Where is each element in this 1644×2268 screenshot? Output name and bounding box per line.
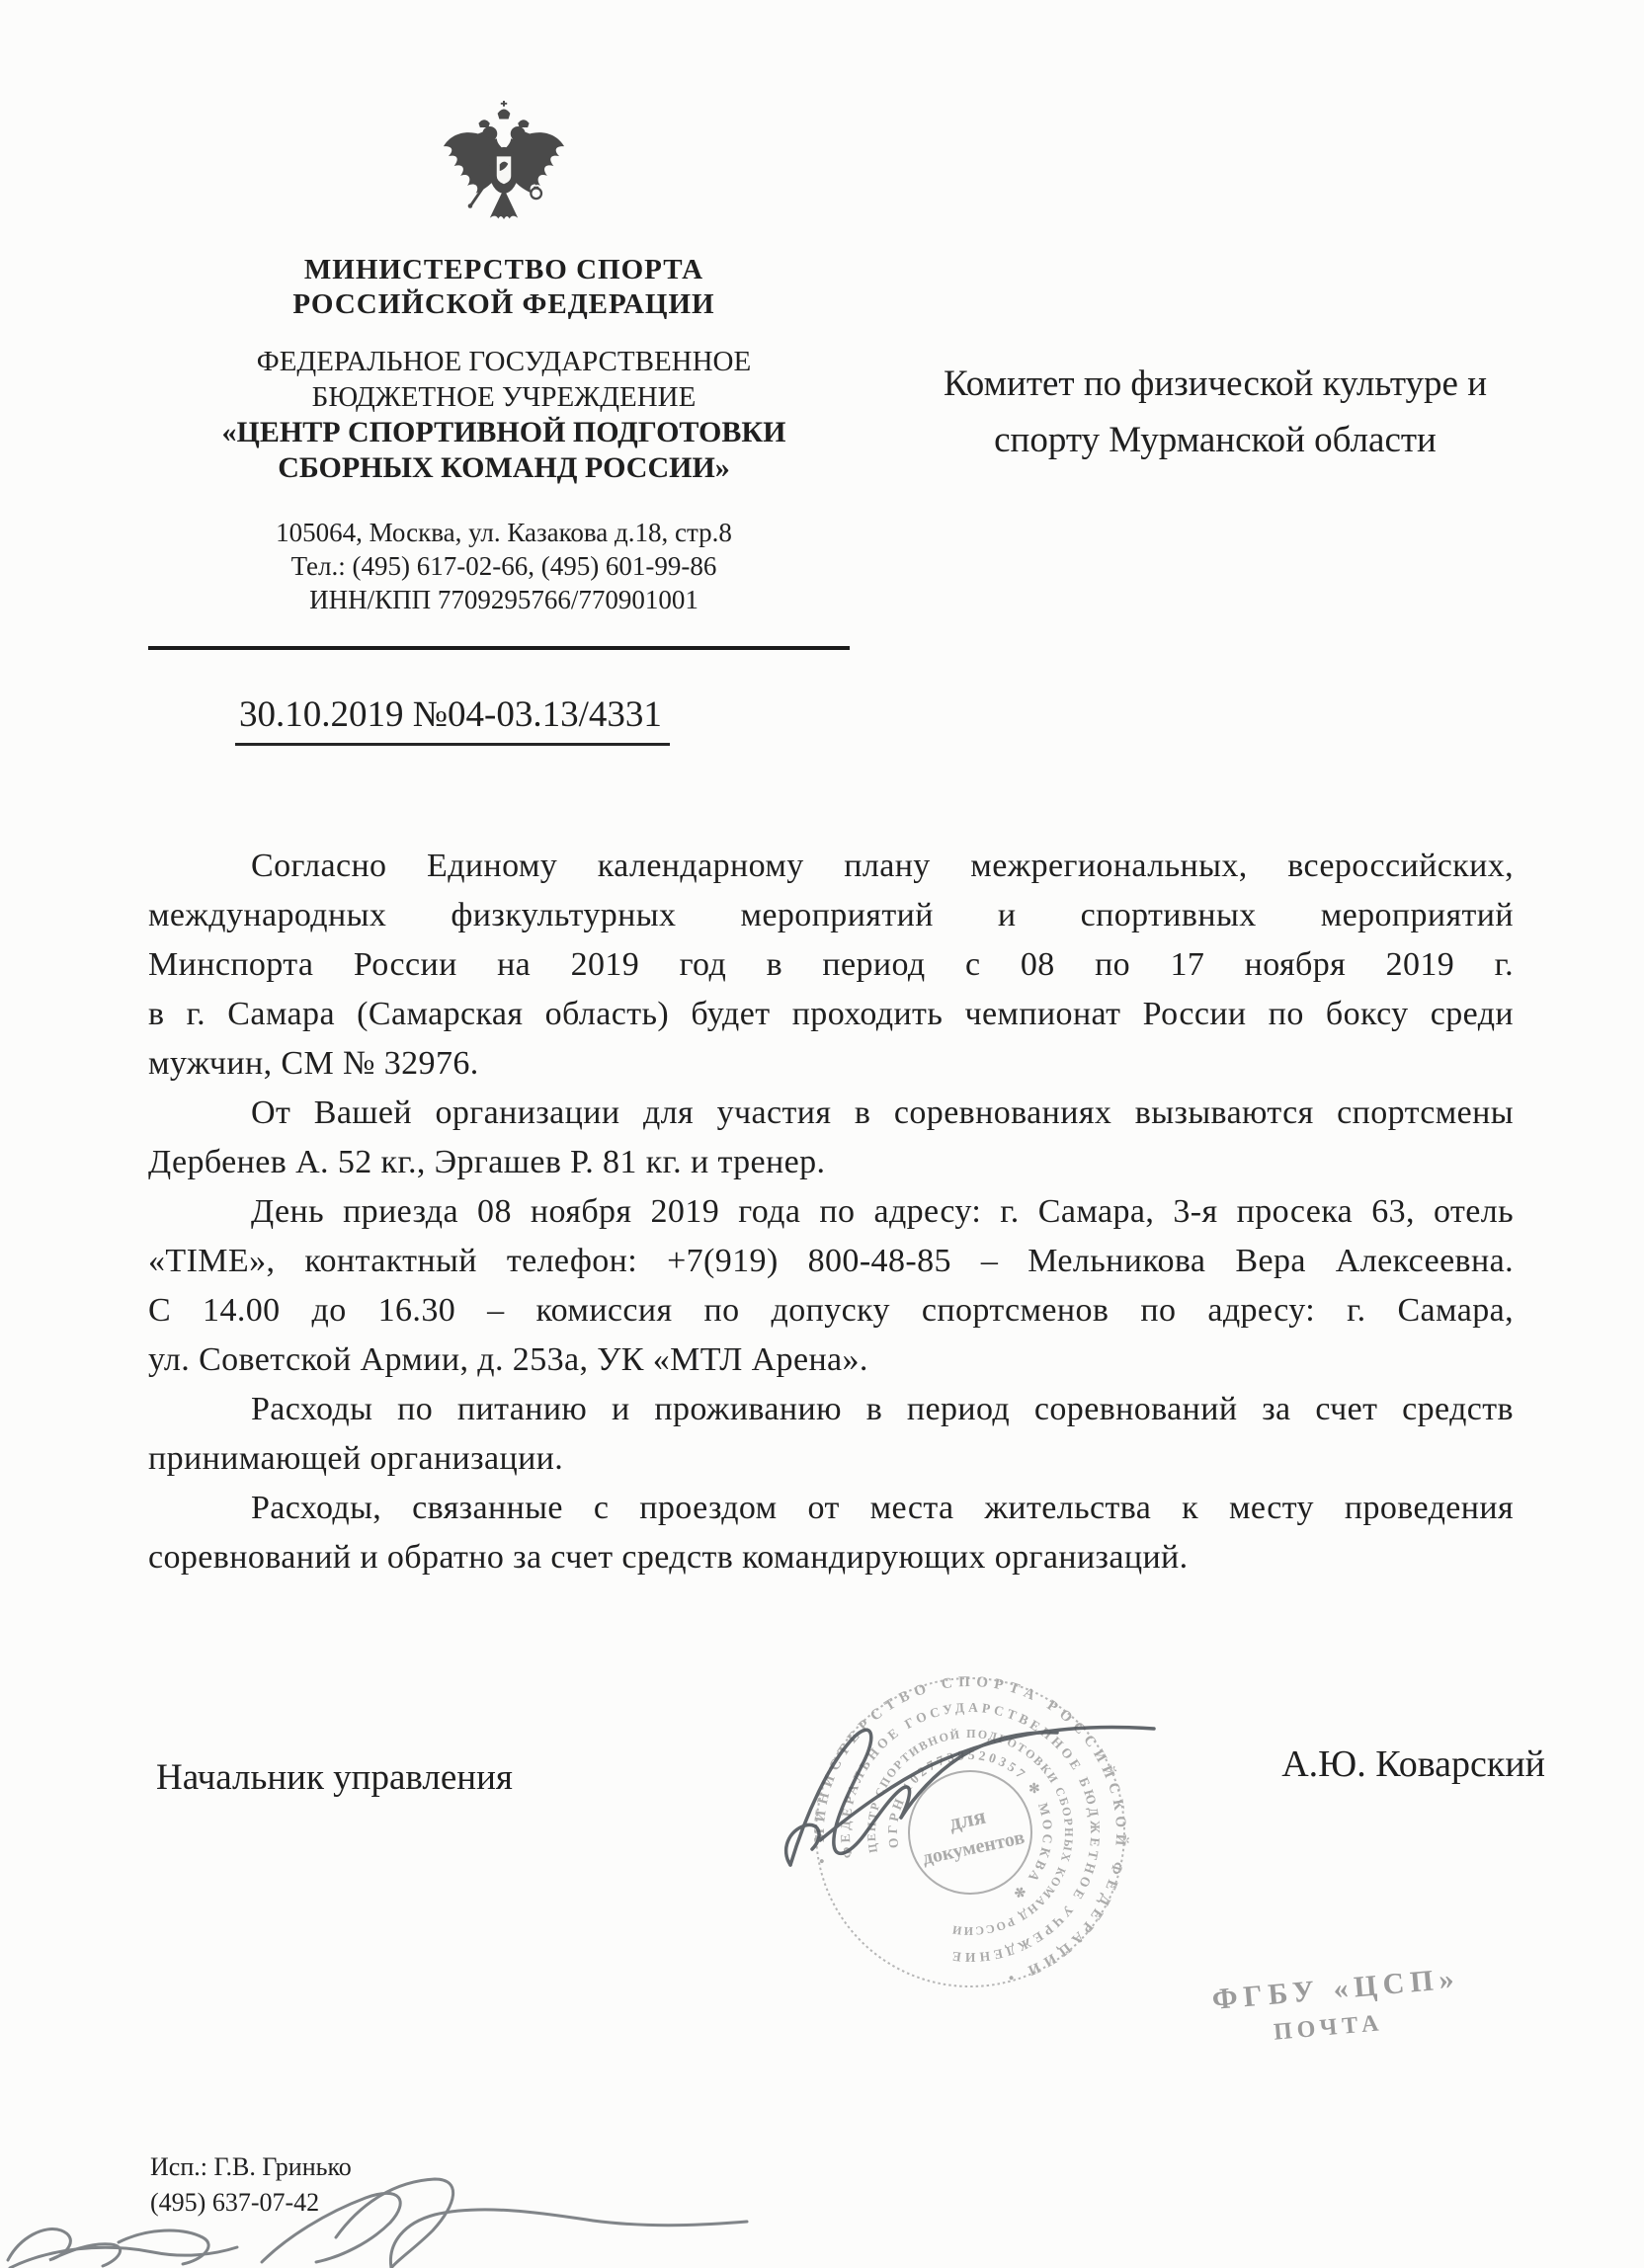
org-name-line3: «ЦЕНТР СПОРТИВНОЙ ПОДГОТОВКИ bbox=[221, 416, 786, 448]
org-name-line1: ФЕДЕРАЛЬНОЕ ГОСУДАРСТВЕННОЕ bbox=[256, 346, 752, 377]
stamp-ring-outer-text: • МИНИСТЕРСТВО СПОРТА РОССИЙСКОЙ ФЕДЕРАЦИИ • bbox=[811, 1673, 1129, 1987]
addressee-line1: Комитет по физической культуре и bbox=[943, 364, 1488, 404]
stamp-center-line1: для bbox=[946, 1803, 988, 1835]
body-line: соревнований и обратно за счет средств командирующих организаций. bbox=[148, 1539, 1189, 1576]
executor-name: Исп.: Г.В. Гринько bbox=[150, 2152, 352, 2181]
postal-stamp-line2: ПОЧТА bbox=[1273, 2010, 1385, 2046]
org-name-line4: СБОРНЫХ КОМАНД РОССИИ» bbox=[278, 451, 730, 484]
letterhead-phone: Тел.: (495) 617-02-66, (495) 601-99-86 bbox=[290, 551, 717, 581]
stamp-ring3-text: ЦЕНТР СПОРТИВНОЙ ПОДГОТОВКИ СБОРНЫХ КОМАНД РОССИИ bbox=[863, 1726, 1077, 1939]
body-line: День приезда 08 ноября 2019 года по адресу: г. Самара, 3-я просека 63, отель bbox=[251, 1193, 1514, 1230]
body-line: Расходы по питанию и проживанию в период соревнований за счет средств bbox=[251, 1391, 1514, 1427]
letterhead-divider bbox=[148, 646, 850, 650]
body-line: Минспорта России на 2019 год в период с 08 по 17 ноября 2019 г. bbox=[148, 946, 1514, 983]
addressee bbox=[889, 356, 1541, 468]
reference-date-number: 30.10.2019 №04-03.13/4331 bbox=[235, 693, 670, 746]
org-name-line2: БЮДЖЕТНОЕ УЧРЕЖДЕНИЕ bbox=[311, 381, 697, 413]
handwritten-signatures-bottom bbox=[0, 2144, 810, 2268]
body-line: С 14.00 до 16.30 – комиссия по допуску спортсменов по адресу: г. Самара, bbox=[148, 1292, 1514, 1329]
ministry-name-line2: РОССИЙСКОЙ ФЕДЕРАЦИИ bbox=[292, 288, 715, 320]
stamp-center-line2: документов bbox=[920, 1825, 1027, 1870]
letterhead bbox=[148, 87, 860, 616]
signer-position: Начальник управления bbox=[156, 1757, 513, 1798]
body-line: «TIME», контактный телефон: +7(919) 800-48-85 – Мельникова Вера Алексеевна. bbox=[148, 1243, 1514, 1279]
body-line: Согласно Единому календарному плану межрегиональных, всероссийских, bbox=[251, 848, 1514, 884]
body-line: мужчин, СМ № 32976. bbox=[148, 1045, 479, 1082]
letterhead-inn-kpp: ИНН/КПП 7709295766/770901001 bbox=[309, 585, 699, 614]
body-line: Дербенев А. 52 кг., Эргашев Р. 81 кг. и тренер. bbox=[148, 1144, 826, 1180]
signer-name: А.Ю. Коварский bbox=[1281, 1743, 1545, 1785]
stamp-ring2-text: ФЕДЕРАЛЬНОЕ ГОСУДАРСТВЕННОЕ БЮДЖЕТНОЕ УЧРЕЖДЕНИЕ bbox=[837, 1699, 1104, 1966]
body-line: в г. Самара (Самарская область) будет проходить чемпионат России по боксу среди bbox=[148, 996, 1514, 1032]
ministry-name-line1: МИНИСТЕРСТВО СПОРТА bbox=[303, 254, 704, 285]
body-line: От Вашей организации для участия в соревнованиях вызываются спортсмены bbox=[251, 1094, 1514, 1131]
letterhead-address: 105064, Москва, ул. Казакова д.18, стр.8 bbox=[276, 518, 732, 547]
stamp-ring4-text: ОГРН 1027739520357 ✻ МОСКВА ✻ bbox=[884, 1746, 1056, 1904]
postal-stamp-line1: ФГБУ «ЦСП» bbox=[1210, 1962, 1461, 2017]
body-line: ул. Советской Армии, д. 253а, УК «МТЛ Арена». bbox=[148, 1341, 868, 1378]
russian-coat-of-arms-icon bbox=[434, 87, 574, 243]
body-line: международных физкультурных мероприятий и спортивных мероприятий bbox=[148, 897, 1514, 933]
body-line: Расходы, связанные с проездом от места жительства к месту проведения bbox=[251, 1490, 1514, 1526]
body-paragraphs bbox=[148, 842, 1514, 1582]
addressee-line2: спорту Мурманской области bbox=[994, 420, 1437, 460]
postal-stamp bbox=[1210, 1962, 1461, 2052]
body-line: принимающей организации. bbox=[148, 1440, 564, 1477]
executor-phone: (495) 637-07-42 bbox=[150, 2188, 320, 2217]
handwritten-signature-director bbox=[761, 1667, 1186, 1895]
